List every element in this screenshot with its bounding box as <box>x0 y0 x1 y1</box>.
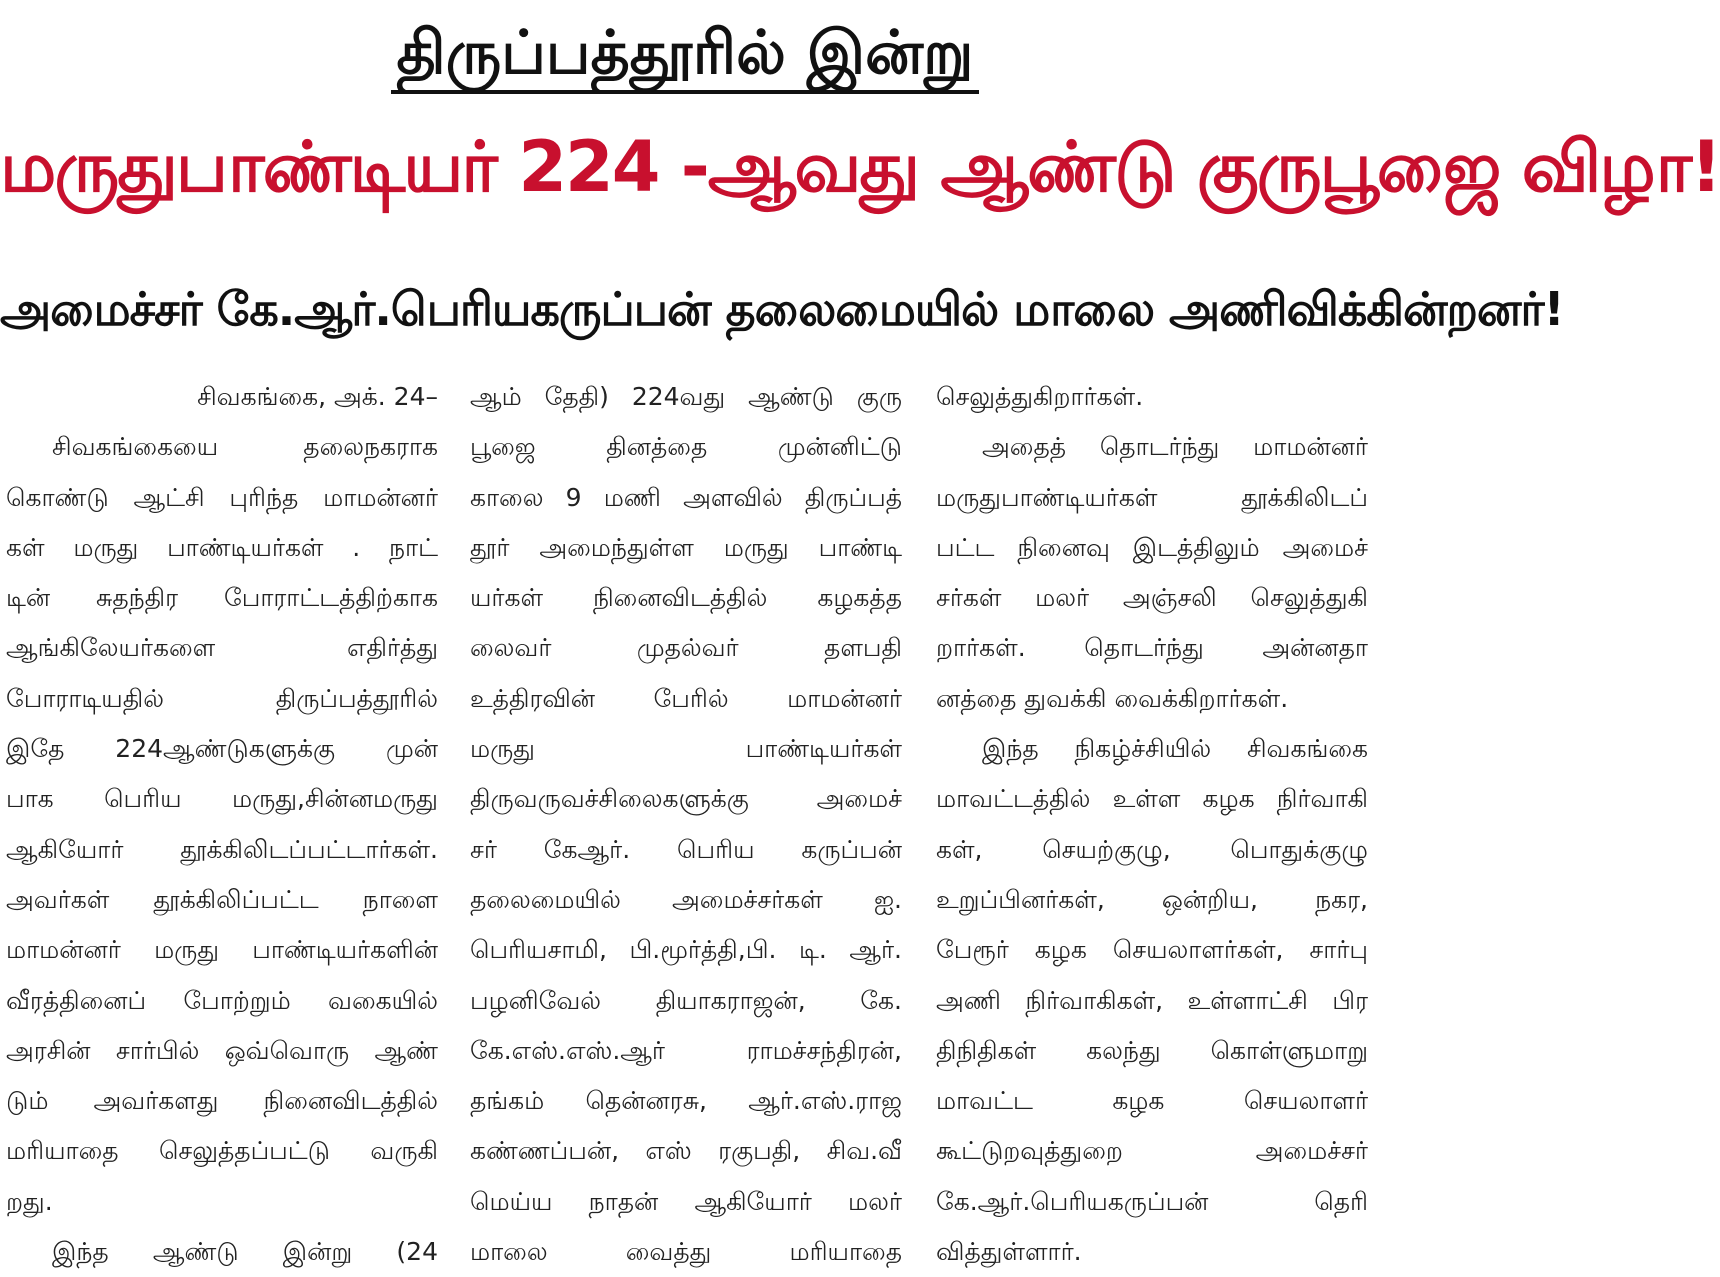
text-line: கொண்டு ஆட்சி புரிந்த மாமன்னர் <box>6 482 438 512</box>
text-line: மெய்ய நாதன் ஆகியோர் மலர் <box>470 1186 902 1216</box>
text-line: இதே 224ஆண்டுகளுக்கு முன் <box>6 734 438 764</box>
text-line: மருது பாண்டியர்கள் <box>470 734 902 764</box>
text-line: சிவகங்கையை தலைநகராக <box>52 432 438 462</box>
text-line: ஆம் தேதி) 224வது ஆண்டு குரு <box>470 382 902 411</box>
text-line: மரியாதை செலுத்தப்பட்டு வருகி <box>6 1136 438 1166</box>
headline: மருதுபாண்டியர் 224 -ஆவது ஆண்டு குருபூஜை விழா! <box>0 126 1720 208</box>
text-line: கள், செயற்குழு, பொதுக்குழு <box>936 834 1368 864</box>
text-line: றார்கள். தொடர்ந்து அன்னதா <box>936 633 1368 663</box>
text-line: பட்ட நினைவு இடத்திலும் அமைச் <box>936 532 1368 562</box>
text-line: மாவட்டத்தில் உள்ள கழக நிர்வாகி <box>936 784 1368 814</box>
text-line: தூர் அமைந்துள்ள மருது பாண்டி <box>470 532 902 562</box>
text-line: ஆங்கிலேயர்களை எதிர்த்து <box>6 633 438 663</box>
text-line: கே.எஸ்.எஸ்.ஆர் ராமச்சந்திரன், <box>470 1035 902 1065</box>
text-line: சர்கள் மலர் அஞ்சலி செலுத்துகி <box>936 583 1368 613</box>
kicker-text: திருப்பத்தூரில் இன்று <box>391 18 980 94</box>
text-line: லைவர் முதல்வர் தளபதி <box>470 633 902 663</box>
text-line: கண்ணப்பன், எஸ் ரகுபதி, சிவ.வீ <box>470 1136 902 1166</box>
text-line: யர்கள் நினைவிடத்தில் கழகத்த <box>470 583 902 613</box>
text-line: திநிதிகள் கலந்து கொள்ளுமாறு <box>936 1035 1368 1065</box>
text-line: தலைமையில் அமைச்சர்கள் ஐ. <box>470 884 902 914</box>
text-line: அணி நிர்வாகிகள், உள்ளாட்சி பிர <box>936 985 1368 1015</box>
text-line: மருதுபாண்டியர்கள் தூக்கிலிடப் <box>936 482 1368 512</box>
article-body <box>6 372 1368 1267</box>
text-line: திருவருவச்சிலைகளுக்கு அமைச் <box>470 784 902 814</box>
text-line: பூஜை தினத்தை முன்னிட்டு <box>470 432 902 462</box>
text-line: அதைத் தொடர்ந்து மாமன்னர் <box>982 432 1368 462</box>
text-line: றது. <box>6 1186 53 1216</box>
text-line: அவர்கள் தூக்கிலிப்பட்ட நாளை <box>6 884 438 914</box>
text-line: உறுப்பினர்கள், ஒன்றிய, நகர, <box>936 884 1368 914</box>
text-line: டின் சுதந்திர போராட்டத்திற்காக <box>6 583 438 613</box>
text-line: டும் அவர்களது நினைவிடத்தில் <box>6 1086 438 1116</box>
article-column-2 <box>470 372 902 1277</box>
text-line: உத்திரவின் பேரில் மாமன்னர் <box>470 683 902 713</box>
text-line: தங்கம் தென்னரசு, ஆர்.எஸ்.ராஜ <box>470 1086 902 1116</box>
article-column-3 <box>936 372 1368 1277</box>
text-line: இந்த நிகழ்ச்சியில் சிவகங்கை <box>982 734 1368 764</box>
text-line: மாலை வைத்து மரியாதை <box>470 1237 902 1267</box>
text-line: வித்துள்ளார். <box>936 1237 1082 1267</box>
text-line: கள் மருது பாண்டியர்கள் . நாட் <box>6 532 438 562</box>
text-line: சர் கேஆர். பெரிய கருப்பன் <box>470 834 902 864</box>
text-line: மாவட்ட கழக செயலாளர் <box>936 1086 1368 1116</box>
text-line: னத்தை துவக்கி வைக்கிறார்கள். <box>936 683 1289 713</box>
text-line: வீரத்தினைப் போற்றும் வகையில் <box>6 985 438 1015</box>
text-line: காலை 9 மணி அளவில் திருப்பத் <box>470 482 902 512</box>
text-line: அரசின் சார்பில் ஒவ்வொரு ஆண் <box>6 1035 438 1065</box>
text-line: கூட்டுறவுத்துறை அமைச்சர் <box>936 1136 1368 1166</box>
subheadline: அமைச்சர் கே.ஆர்.பெரியகருப்பன் தலைமையில் மாலை அணிவிக்கின்றனர்! <box>0 282 1564 336</box>
text-line: செலுத்துகிறார்கள். <box>936 382 1144 411</box>
text-line: கே.ஆர்.பெரியகருப்பன் தெரி <box>936 1186 1368 1216</box>
text-line: பழனிவேல் தியாகராஜன், கே. <box>470 985 902 1015</box>
dateline: சிவகங்கை, அக். 24– <box>197 382 438 411</box>
text-line: போராடியதில் திருப்பத்தூரில் <box>6 683 438 713</box>
text-line: பேரூர் கழக செயலாளர்கள், சார்பு <box>936 935 1368 965</box>
text-line: பெரியசாமி, பி.மூர்த்தி,பி. டி. ஆர். <box>470 935 902 965</box>
text-line: பாக பெரிய மருது,சின்னமருது <box>6 784 438 814</box>
text-line: இந்த ஆண்டு இன்று (24 <box>52 1237 438 1267</box>
text-line: ஆகியோர் தூக்கிலிடப்பட்டார்கள். <box>6 834 438 864</box>
text-line: மாமன்னர் மருது பாண்டியர்களின் <box>6 935 438 965</box>
article-column-1 <box>6 372 438 1277</box>
kicker-heading <box>0 20 1370 86</box>
